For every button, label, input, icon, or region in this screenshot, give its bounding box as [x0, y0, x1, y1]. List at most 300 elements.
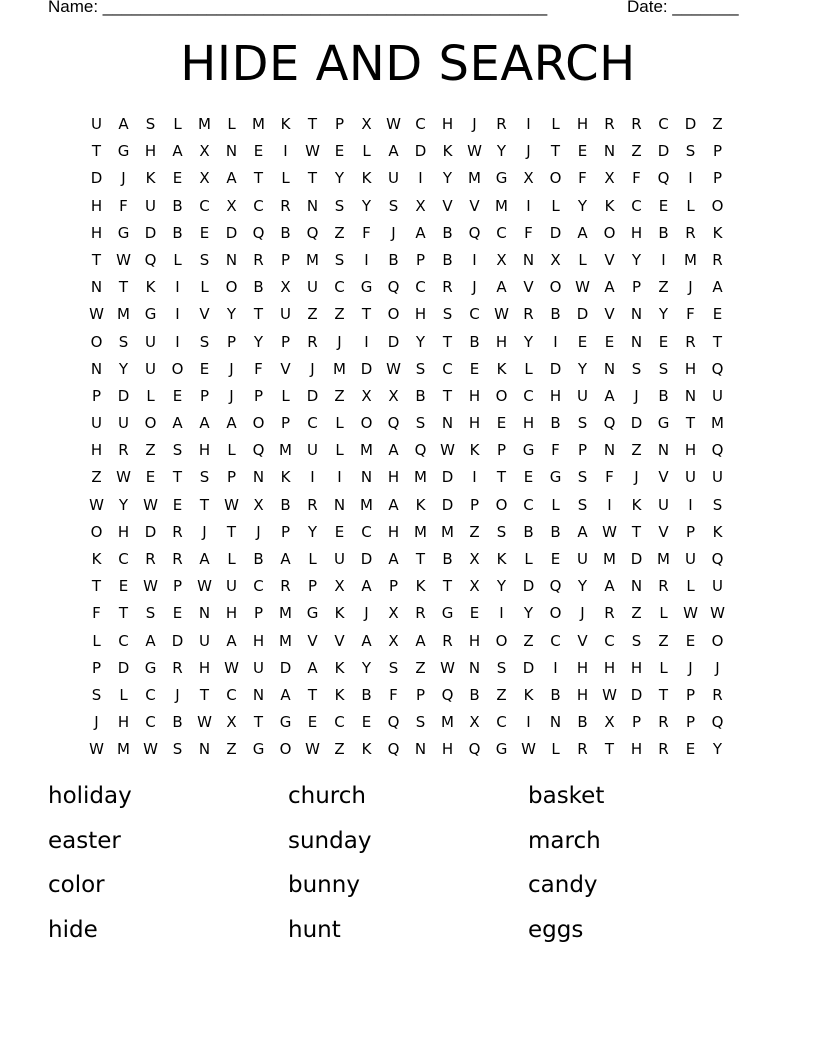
grid-cell: W — [89, 495, 104, 514]
grid-cell: D — [630, 550, 643, 568]
grid-cell: T — [361, 305, 372, 324]
grid-row — [83, 329, 733, 356]
grid-cell: Y — [577, 196, 588, 215]
grid-cell: B — [523, 522, 534, 541]
grid-cell: T — [307, 169, 318, 188]
grid-cell: N — [630, 577, 643, 596]
grid-cell: P — [415, 685, 426, 704]
grid-cell: S — [496, 658, 507, 677]
grid-cell: M — [279, 604, 292, 623]
grid-cell: D — [360, 359, 373, 378]
grid-cell: O — [171, 359, 184, 378]
grid-cell: S — [577, 468, 588, 487]
grid-cell: J — [580, 604, 585, 623]
grid-row — [83, 138, 733, 165]
grid-cell: Y — [631, 250, 642, 269]
grid-cell: N — [90, 359, 103, 378]
grid-cell: A — [388, 441, 399, 460]
grid-cell: N — [468, 658, 481, 677]
grid-cell: J — [526, 142, 531, 161]
grid-cell: N — [198, 740, 211, 759]
grid-cell: N — [603, 441, 616, 460]
grid-cell: B — [172, 223, 183, 242]
grid-cell: E — [523, 468, 534, 487]
grid-cell: L — [119, 685, 128, 704]
grid-cell: T — [118, 278, 129, 297]
grid-cell: D — [279, 658, 292, 677]
grid-cell: E — [334, 142, 345, 161]
grid-row — [83, 655, 733, 682]
grid-cell: Q — [657, 169, 670, 188]
grid-cell: T — [199, 495, 210, 514]
grid-cell: A — [172, 142, 183, 161]
grid-cell: A — [388, 495, 399, 514]
grid-cell: S — [145, 604, 156, 623]
grid-cell: E — [658, 332, 669, 351]
grid-cell: A — [604, 278, 615, 297]
grid-cell: P — [253, 604, 264, 623]
grid-cell: G — [306, 604, 319, 623]
grid-cell: G — [144, 658, 157, 677]
grid-cell: K — [604, 196, 615, 215]
grid-cell: D — [441, 495, 454, 514]
grid-cell: W — [143, 577, 158, 596]
grid-cell: U — [685, 550, 696, 568]
grid-cell: A — [415, 631, 426, 650]
grid-cell: C — [496, 713, 507, 732]
grid-cell: X — [226, 713, 237, 732]
grid-cell: W — [440, 658, 455, 677]
grid-cell: A — [145, 631, 156, 650]
grid-cell: H — [468, 414, 481, 433]
grid-cell: K — [91, 550, 102, 568]
grid-cell: L — [524, 359, 533, 378]
grid-cell: I — [175, 305, 180, 324]
grid-cell: A — [604, 386, 615, 405]
grid-cell: P — [631, 278, 642, 297]
grid-cell: V — [577, 631, 588, 650]
grid-cell: Z — [496, 685, 507, 704]
grid-cell: H — [603, 658, 616, 677]
grid-cell: Y — [658, 305, 669, 324]
grid-cell: L — [362, 142, 371, 161]
grid-cell: H — [90, 223, 103, 242]
grid-cell: Y — [334, 169, 345, 188]
grid-cell: R — [523, 305, 534, 324]
grid-cell: L — [524, 550, 533, 568]
grid-cell: X — [469, 550, 480, 568]
grid-cell: O — [711, 631, 724, 650]
grid-cell: Q — [549, 577, 562, 596]
grid-cell: W — [116, 468, 131, 487]
grid-cell: U — [685, 468, 696, 487]
grid-cell: P — [280, 414, 291, 433]
grid-row — [83, 682, 733, 709]
grid-cell: X — [334, 577, 345, 596]
word-list-item: hunt — [288, 916, 341, 943]
grid-cell: O — [549, 278, 562, 297]
grid-cell: B — [280, 223, 291, 242]
grid-cell: W — [386, 359, 401, 378]
grid-cell: G — [657, 414, 670, 433]
grid-cell: B — [388, 250, 399, 269]
grid-cell: X — [469, 713, 480, 732]
grid-cell: I — [472, 468, 477, 487]
grid-cell: L — [335, 441, 344, 460]
grid-row — [83, 165, 733, 192]
grid-cell: F — [389, 685, 398, 704]
grid-cell: U — [145, 196, 156, 215]
grid-cell: A — [496, 278, 507, 297]
grid-cell: L — [200, 278, 209, 297]
grid-cell: P — [91, 658, 102, 677]
grid-cell: V — [199, 305, 210, 324]
grid-cell: Z — [334, 386, 345, 405]
grid-cell: M — [360, 495, 373, 514]
grid-cell: M — [603, 550, 616, 568]
grid-cell: I — [526, 115, 531, 133]
grid-cell: S — [658, 359, 669, 378]
word-list-item: easter — [48, 827, 121, 854]
grid-cell: S — [685, 142, 696, 161]
grid-cell: L — [686, 196, 695, 215]
grid-cell: Z — [469, 522, 480, 541]
grid-cell: E — [685, 740, 696, 759]
grid-cell: J — [688, 278, 693, 297]
grid-cell: J — [715, 658, 720, 677]
word-list-item: eggs — [528, 916, 584, 943]
grid-cell: E — [199, 359, 210, 378]
grid-cell: B — [550, 414, 561, 433]
grid-cell: S — [199, 332, 210, 351]
grid-cell: I — [283, 142, 288, 161]
grid-cell: K — [631, 495, 642, 514]
grid-cell: G — [495, 169, 508, 188]
grid-cell: D — [414, 142, 427, 161]
grid-cell: S — [577, 495, 588, 514]
grid-cell: L — [227, 115, 236, 133]
grid-cell: N — [414, 740, 427, 759]
grid-cell: K — [280, 115, 291, 133]
grid-cell: U — [280, 305, 291, 324]
grid-row — [83, 546, 733, 573]
grid-cell: Z — [226, 740, 237, 759]
grid-cell: A — [604, 577, 615, 596]
page-title: HIDE AND SEARCH — [180, 36, 636, 92]
grid-cell: H — [576, 115, 589, 133]
word-list-item: bunny — [288, 872, 360, 898]
grid-cell: G — [441, 604, 454, 623]
grid-cell: A — [712, 278, 723, 297]
grid-cell: P — [388, 577, 399, 596]
grid-cell: A — [226, 414, 237, 433]
grid-cell: U — [91, 414, 102, 433]
grid-cell: N — [333, 495, 346, 514]
grid-cell: X — [361, 386, 372, 405]
grid-cell: U — [91, 115, 102, 133]
grid-cell: J — [310, 359, 315, 378]
grid-cell: Y — [118, 495, 129, 514]
grid-cell: Q — [468, 223, 481, 242]
grid-cell: C — [226, 685, 237, 704]
grid-cell: C — [361, 522, 372, 541]
grid-cell: A — [226, 169, 237, 188]
grid-cell: N — [252, 468, 265, 487]
grid-cell: J — [202, 522, 207, 541]
grid-cell: R — [145, 550, 156, 568]
grid-cell: A — [577, 522, 588, 541]
grid-cell: B — [172, 196, 183, 215]
grid-cell: B — [577, 713, 588, 732]
grid-cell: Y — [577, 359, 588, 378]
grid-cell: U — [307, 278, 318, 297]
grid-row — [83, 573, 733, 600]
grid-cell: I — [175, 332, 180, 351]
grid-cell: D — [630, 685, 643, 704]
grid-cell: R — [253, 250, 264, 269]
grid-cell: L — [659, 604, 668, 623]
grid-cell: T — [631, 522, 642, 541]
grid-cell: Q — [306, 223, 319, 242]
grid-cell: Y — [253, 332, 264, 351]
grid-cell: E — [145, 468, 156, 487]
grid-cell: O — [549, 169, 562, 188]
grid-cell: S — [712, 495, 723, 514]
word-list-item: holiday — [48, 783, 132, 809]
grid-cell: E — [307, 713, 318, 732]
grid-cell: M — [414, 522, 427, 541]
grid-cell: X — [415, 196, 426, 215]
grid-cell: J — [634, 468, 639, 487]
grid-cell: W — [494, 305, 509, 324]
grid-cell: Y — [496, 142, 507, 161]
grid-cell: M — [441, 522, 454, 541]
grid-cell: K — [523, 685, 534, 704]
grid-cell: R — [172, 522, 183, 541]
grid-cell: F — [578, 169, 587, 188]
grid-cell: C — [334, 713, 345, 732]
grid-cell: Z — [91, 468, 102, 487]
grid-cell: B — [658, 223, 669, 242]
grid-cell: Q — [468, 740, 481, 759]
grid-cell: E — [577, 142, 588, 161]
grid-cell: R — [712, 685, 723, 704]
grid-cell: T — [442, 386, 453, 405]
grid-cell: Z — [523, 631, 534, 650]
word-list-item: church — [288, 783, 366, 809]
grid-cell: W — [143, 740, 158, 759]
grid-cell: P — [226, 468, 237, 487]
grid-cell: K — [334, 658, 345, 677]
grid-cell: C — [631, 196, 642, 215]
grid-cell: T — [550, 142, 561, 161]
grid-cell: Q — [387, 713, 400, 732]
grid-cell: N — [684, 386, 697, 405]
grid-cell: R — [685, 223, 696, 242]
grid-cell: H — [90, 441, 103, 460]
word-list-item: march — [528, 827, 601, 854]
grid-cell: C — [253, 577, 264, 596]
grid-cell: A — [388, 142, 399, 161]
grid-cell: H — [252, 631, 265, 650]
grid-cell: S — [172, 740, 183, 759]
grid-cell: E — [604, 332, 615, 351]
grid-cell: H — [117, 713, 130, 732]
grid-cell: U — [118, 414, 129, 433]
grid-cell: Z — [145, 441, 156, 460]
grid-cell: H — [198, 658, 211, 677]
grid-cell: W — [575, 278, 590, 297]
grid-cell: J — [121, 169, 126, 188]
grid-cell: I — [364, 250, 369, 269]
grid-cell: R — [631, 115, 642, 133]
grid-row — [83, 274, 733, 301]
grid-cell: H — [630, 223, 643, 242]
grid-cell: E — [172, 604, 183, 623]
grid-cell: O — [549, 604, 562, 623]
grid-cell: O — [279, 740, 292, 759]
grid-cell: U — [307, 441, 318, 460]
grid-cell: C — [253, 196, 264, 215]
grid-cell: Y — [712, 740, 723, 759]
grid-row — [83, 628, 733, 655]
grid-cell: U — [226, 577, 237, 596]
grid-cell: F — [632, 169, 641, 188]
grid-cell: P — [199, 386, 210, 405]
grid-cell: M — [198, 115, 211, 133]
grid-cell: N — [630, 305, 643, 324]
grid-cell: P — [280, 332, 291, 351]
grid-cell: J — [94, 713, 99, 732]
grid-cell: S — [631, 359, 642, 378]
grid-cell: T — [712, 332, 723, 351]
grid-cell: F — [524, 223, 533, 242]
grid-cell: D — [441, 468, 454, 487]
grid-cell: T — [91, 250, 102, 269]
grid-cell: Z — [334, 740, 345, 759]
grid-cell: H — [225, 604, 238, 623]
grid-cell: Y — [118, 359, 129, 378]
grid-cell: I — [526, 196, 531, 215]
grid-cell: J — [472, 115, 477, 133]
grid-cell: T — [172, 468, 183, 487]
grid-cell: P — [685, 522, 696, 541]
grid-cell: B — [442, 250, 453, 269]
grid-cell: X — [523, 169, 534, 188]
grid-cell: A — [280, 550, 291, 568]
grid-cell: A — [199, 550, 210, 568]
grid-cell: S — [442, 305, 453, 324]
grid-cell: W — [143, 495, 158, 514]
grid-cell: I — [607, 495, 612, 514]
worksheet-header — [48, 0, 748, 19]
grid-cell: P — [307, 577, 318, 596]
grid-cell: L — [308, 550, 317, 568]
grid-cell: N — [630, 332, 643, 351]
grid-cell: D — [90, 169, 103, 188]
grid-cell: H — [684, 359, 697, 378]
grid-cell: D — [360, 550, 373, 568]
grid-cell: O — [711, 196, 724, 215]
grid-cell: U — [388, 169, 399, 188]
grid-cell: D — [144, 522, 157, 541]
grid-cell: K — [415, 577, 426, 596]
grid-cell: M — [684, 250, 697, 269]
grid-cell: I — [553, 658, 558, 677]
grid-cell: V — [523, 278, 534, 297]
grid-cell: A — [172, 414, 183, 433]
grid-cell: C — [658, 115, 669, 133]
grid-cell: I — [688, 495, 693, 514]
grid-cell: X — [199, 142, 210, 161]
grid-cell: F — [605, 468, 614, 487]
grid-cell: E — [172, 386, 183, 405]
grid-cell: H — [387, 468, 400, 487]
grid-cell: W — [683, 604, 698, 623]
grid-cell: H — [549, 386, 562, 405]
grid-cell: I — [472, 250, 477, 269]
grid-cell: M — [441, 713, 454, 732]
grid-cell: U — [712, 386, 723, 405]
grid-cell: G — [360, 278, 373, 297]
grid-cell: S — [199, 250, 210, 269]
grid-row — [83, 193, 733, 220]
grid-cell: M — [333, 359, 346, 378]
grid-cell: Q — [252, 223, 265, 242]
grid-row — [83, 220, 733, 247]
grid-cell: G — [117, 223, 130, 242]
grid-cell: K — [469, 441, 480, 460]
grid-cell: U — [145, 332, 156, 351]
grid-cell: J — [634, 386, 639, 405]
grid-cell: M — [117, 740, 130, 759]
grid-cell: B — [550, 305, 561, 324]
grid-cell: Y — [523, 332, 534, 351]
grid-cell: N — [603, 359, 616, 378]
grid-cell: L — [335, 414, 344, 433]
grid-cell: D — [117, 658, 130, 677]
grid-cell: C — [604, 631, 615, 650]
grid-cell: Z — [658, 631, 669, 650]
grid-cell: L — [92, 631, 101, 650]
grid-cell: L — [173, 115, 182, 133]
grid-cell: P — [334, 115, 345, 133]
grid-cell: L — [281, 386, 290, 405]
grid-cell: R — [307, 332, 318, 351]
grid-cell: M — [360, 441, 373, 460]
grid-cell: B — [361, 685, 372, 704]
grid-cell: L — [551, 196, 560, 215]
grid-cell: M — [252, 115, 265, 133]
date-field-label: Date: _______ — [627, 0, 739, 16]
grid-cell: V — [604, 250, 615, 269]
grid-cell: H — [630, 658, 643, 677]
grid-cell: L — [551, 495, 560, 514]
grid-cell: D — [225, 223, 238, 242]
name-field-label: Name: _______________________________________________ — [48, 0, 548, 16]
grid-cell: L — [578, 250, 587, 269]
grid-cell: H — [495, 332, 508, 351]
grid-cell: A — [199, 414, 210, 433]
grid-cell: S — [496, 522, 507, 541]
grid-cell: X — [496, 250, 507, 269]
grid-cell: Q — [711, 713, 724, 732]
grid-cell: H — [576, 658, 589, 677]
grid-cell: F — [551, 441, 560, 460]
grid-cell: J — [229, 359, 234, 378]
grid-cell: G — [549, 468, 562, 487]
grid-cell: Q — [144, 250, 157, 269]
